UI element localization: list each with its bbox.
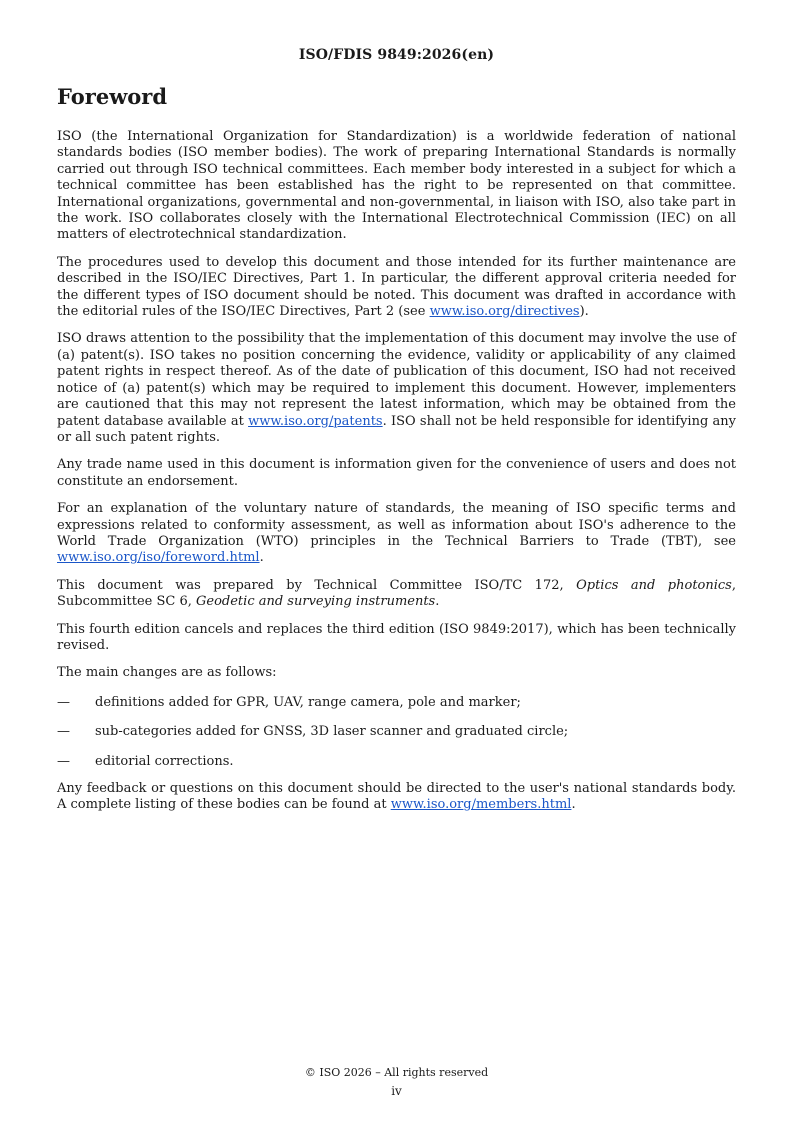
- directives-link[interactable]: www.iso.org/directives: [429, 304, 580, 320]
- paragraph-committee: This document was prepared by Technical Committee ISO/TC 172, Optics and photonics, Subcommittee SC 6, Geodetic and surveying instruments.: [57, 577, 736, 610]
- page-footer: [0, 1066, 793, 1098]
- document-identifier: ISO/FDIS 9849:2026(en): [298, 47, 495, 63]
- list-item: — sub-categories added for GNSS, 3D laser scanner and graduated circle;: [57, 724, 569, 740]
- members-link[interactable]: www.iso.org/members.html: [390, 797, 572, 813]
- paragraph-voluntary-nature: For an explanation of the voluntary nature of standards, the meaning of ISO specific terms and expressions related to conformity assessment, as well as information about ISO's adherence to the World Trade Organization (WTO) principles in the Technical Barriers to Trade (TBT), see www.iso.org/iso/foreword.html.: [57, 501, 736, 566]
- paragraph-procedures: The procedures used to develop this document and those intended for its further maintenance are described in the ISO/IEC Directives, Part 1. In particular, the different approval criteria needed for the different types of ISO document should be noted. This document was drafted in accordance with the editorial rules of the ISO/IEC Directives, Part 2 (see www.iso.org/directives).: [57, 254, 736, 320]
- foreword-link[interactable]: www.iso.org/iso/foreword.html: [57, 550, 260, 566]
- dash-marker: —: [57, 694, 70, 710]
- page-number: iv: [391, 1084, 402, 1098]
- paragraph-patents: ISO draws attention to the possibility that the implementation of this document may involve the use of (a) patent(s). ISO takes no position concerning the evidence, validity or applicability of any claimed patent rights in respect thereof. As of the date of publication of this document, ISO had not received notice of (a) patent(s) which may be required to implement this document. However, implementers are cautioned that this may not represent the latest information, which may be obtained from the patent database available at www.iso.org/patents. ISO shall not be held responsible for identifying any or all such patent rights.: [57, 331, 736, 445]
- copyright-notice: © ISO 2026 – All rights reserved: [304, 1066, 489, 1079]
- page-title: Foreword: [57, 84, 168, 109]
- foreword-body: [57, 129, 736, 825]
- dash-marker: —: [57, 753, 70, 769]
- patents-link[interactable]: www.iso.org/patents: [248, 413, 383, 429]
- paragraph-feedback: Any feedback or questions on this document should be directed to the user's national standards body. A complete listing of these bodies can be found at www.iso.org/members.html.: [57, 781, 736, 813]
- list-item: — definitions added for GPR, UAV, range camera, pole and marker;: [57, 694, 521, 710]
- paragraph-edition: This fourth edition cancels and replaces the third edition (ISO 9849:2017), which has been technically revised.: [57, 621, 736, 653]
- dash-marker: —: [57, 724, 70, 740]
- paragraph-trade-name: Any trade name used in this document is information given for the convenience of users and does not constitute an endorsement.: [57, 457, 736, 489]
- list-item: — editorial corrections.: [57, 753, 234, 769]
- paragraph-iso-intro: ISO (the International Organization for Standardization) is a worldwide federation of national standards bodies (ISO member bodies). The work of preparing International Standards is normally carried out through ISO technical committees. Each member body interested in a subject for which a technical committee has been established has the right to be represented on that committee. International organizations, governmental and non-governmental, in liaison with ISO, also take part in the work. ISO collaborates closely with the International Electrotechnical Commission (IEC) on all matters of electrotechnical standardization.: [57, 129, 736, 243]
- paragraph-main-changes: The main changes are as follows:: [57, 665, 277, 681]
